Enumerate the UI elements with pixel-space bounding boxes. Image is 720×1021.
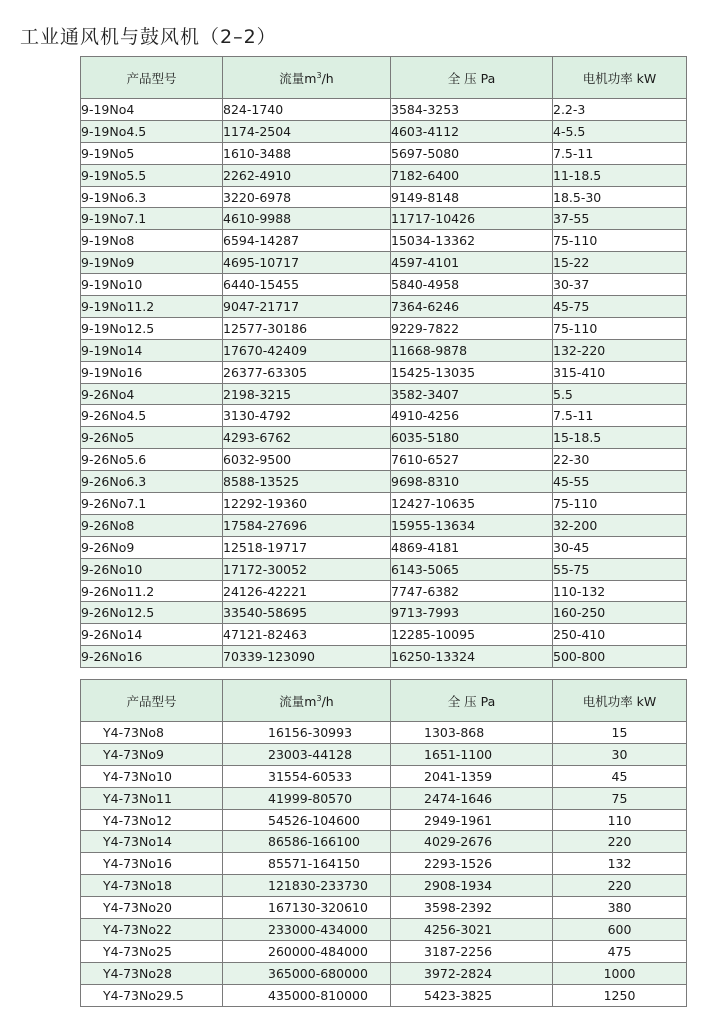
cell-model: 9-19No12.5 [81,317,223,339]
cell-power: 22-30 [553,449,687,471]
cell-flow: 41999-80570 [223,787,391,809]
cell-power: 1250 [553,984,687,1006]
cell-flow: 435000-810000 [223,984,391,1006]
cell-model: Y4-73No11 [81,787,223,809]
header-power: 电机功率 kW [553,57,687,99]
cell-flow: 1174-2504 [223,120,391,142]
fan-spec-table-y4-73-series [80,679,687,1007]
cell-model: 9-26No9 [81,536,223,558]
table-row [81,536,687,558]
table-row [81,919,687,941]
cell-model: 9-19No16 [81,361,223,383]
cell-power: 600 [553,919,687,941]
cell-pressure: 3584-3253 [391,99,553,121]
cell-flow: 824-1740 [223,99,391,121]
header-pressure: 全 压 Pa [391,57,553,99]
cell-power: 18.5-30 [553,186,687,208]
table-row [81,230,687,252]
cell-flow: 4610-9988 [223,208,391,230]
cell-model: 9-26No5.6 [81,449,223,471]
cell-flow: 1610-3488 [223,142,391,164]
cell-power: 45 [553,765,687,787]
cell-flow: 3220-6978 [223,186,391,208]
cell-pressure: 15425-13035 [391,361,553,383]
table-row [81,646,687,668]
table-row [81,317,687,339]
cell-pressure: 4597-4101 [391,252,553,274]
cell-flow: 12518-19717 [223,536,391,558]
cell-power: 7.5-11 [553,142,687,164]
cell-model: Y4-73No9 [81,743,223,765]
table-header-row [81,57,687,99]
cell-power: 30 [553,743,687,765]
cell-model: 9-26No6.3 [81,471,223,493]
table-row [81,186,687,208]
header-model: 产品型号 [81,57,223,99]
cell-flow: 85571-164150 [223,853,391,875]
cell-pressure: 16250-13324 [391,646,553,668]
cell-model: Y4-73No14 [81,831,223,853]
cell-model: 9-19No5.5 [81,164,223,186]
cell-pressure: 5423-3825 [391,984,553,1006]
cell-model: 9-19No7.1 [81,208,223,230]
cell-model: Y4-73No22 [81,919,223,941]
table-row [81,296,687,318]
cell-flow: 260000-484000 [223,940,391,962]
cell-model: 9-26No4 [81,383,223,405]
table-row [81,383,687,405]
cell-pressure: 9713-7993 [391,602,553,624]
cell-pressure: 4256-3021 [391,919,553,941]
cell-flow: 233000-434000 [223,919,391,941]
cell-flow: 121830-233730 [223,875,391,897]
header-model: 产品型号 [81,680,223,722]
cell-power: 475 [553,940,687,962]
cell-model: Y4-73No8 [81,722,223,744]
table-row [81,624,687,646]
cell-power: 110-132 [553,580,687,602]
table-row [81,580,687,602]
cell-flow: 4293-6762 [223,427,391,449]
cell-pressure: 5697-5080 [391,142,553,164]
cell-pressure: 2908-1934 [391,875,553,897]
cell-power: 45-75 [553,296,687,318]
cell-flow: 9047-21717 [223,296,391,318]
table-row [81,274,687,296]
cell-pressure: 2474-1646 [391,787,553,809]
cell-power: 380 [553,897,687,919]
cell-model: Y4-73No16 [81,853,223,875]
table-row [81,514,687,536]
cell-pressure: 4603-4112 [391,120,553,142]
cell-power: 250-410 [553,624,687,646]
cell-pressure: 9229-7822 [391,317,553,339]
cell-power: 15 [553,722,687,744]
cell-flow: 24126-42221 [223,580,391,602]
cell-model: 9-26No11.2 [81,580,223,602]
cell-power: 75-110 [553,230,687,252]
cell-power: 132-220 [553,339,687,361]
cell-pressure: 3187-2256 [391,940,553,962]
cell-power: 220 [553,831,687,853]
table-row [81,962,687,984]
cell-flow: 4695-10717 [223,252,391,274]
cell-power: 15-18.5 [553,427,687,449]
cell-model: 9-26No10 [81,558,223,580]
cell-model: 9-19No9 [81,252,223,274]
cell-model: 9-19No11.2 [81,296,223,318]
cell-model: Y4-73No28 [81,962,223,984]
table-row [81,722,687,744]
cell-flow: 3130-4792 [223,405,391,427]
cell-pressure: 1651-1100 [391,743,553,765]
cell-power: 4-5.5 [553,120,687,142]
cell-model: Y4-73No18 [81,875,223,897]
cell-model: 9-19No6.3 [81,186,223,208]
cell-power: 32-200 [553,514,687,536]
cell-flow: 16156-30993 [223,722,391,744]
cell-power: 1000 [553,962,687,984]
cell-pressure: 7747-6382 [391,580,553,602]
cell-model: 9-26No8 [81,514,223,536]
cell-power: 45-55 [553,471,687,493]
table-row [81,875,687,897]
cell-pressure: 3582-3407 [391,383,553,405]
cell-flow: 17584-27696 [223,514,391,536]
cell-flow: 17670-42409 [223,339,391,361]
cell-power: 315-410 [553,361,687,383]
cell-pressure: 3972-2824 [391,962,553,984]
cell-power: 7.5-11 [553,405,687,427]
cell-flow: 167130-320610 [223,897,391,919]
cell-power: 11-18.5 [553,164,687,186]
table-row [81,853,687,875]
table-row [81,120,687,142]
cell-flow: 6594-14287 [223,230,391,252]
table-row [81,164,687,186]
header-flow-suffix: /h [321,70,334,86]
cell-flow: 365000-680000 [223,962,391,984]
table-row [81,765,687,787]
cell-power: 132 [553,853,687,875]
cell-power: 500-800 [553,646,687,668]
cell-power: 75-110 [553,317,687,339]
table-row [81,897,687,919]
cell-pressure: 15034-13362 [391,230,553,252]
cell-model: Y4-73No25 [81,940,223,962]
cell-flow: 6440-15455 [223,274,391,296]
table-row [81,252,687,274]
cell-pressure: 7610-6527 [391,449,553,471]
fan-spec-table-9-series [80,56,687,668]
table-row [81,831,687,853]
cell-model: 9-19No5 [81,142,223,164]
cell-pressure: 1303-868 [391,722,553,744]
header-flow-sup: 3 [316,70,322,80]
cell-pressure: 6143-5065 [391,558,553,580]
cell-flow: 17172-30052 [223,558,391,580]
table-row [81,361,687,383]
cell-pressure: 6035-5180 [391,427,553,449]
cell-model: 9-19No4.5 [81,120,223,142]
cell-pressure: 4029-2676 [391,831,553,853]
table-row [81,493,687,515]
cell-flow: 6032-9500 [223,449,391,471]
cell-flow: 2198-3215 [223,383,391,405]
cell-model: Y4-73No20 [81,897,223,919]
table-row [81,99,687,121]
cell-flow: 12292-19360 [223,493,391,515]
cell-pressure: 11717-10426 [391,208,553,230]
header-flow-sup: 3 [316,693,322,703]
table-row [81,142,687,164]
cell-model: 9-26No16 [81,646,223,668]
cell-pressure: 9149-8148 [391,186,553,208]
table-row [81,471,687,493]
cell-power: 2.2-3 [553,99,687,121]
cell-model: 9-26No7.1 [81,493,223,515]
cell-power: 15-22 [553,252,687,274]
cell-power: 30-37 [553,274,687,296]
cell-flow: 26377-63305 [223,361,391,383]
header-power: 电机功率 kW [553,680,687,722]
header-pressure: 全 压 Pa [391,680,553,722]
cell-pressure: 15955-13634 [391,514,553,536]
cell-pressure: 11668-9878 [391,339,553,361]
cell-pressure: 7182-6400 [391,164,553,186]
cell-pressure: 2293-1526 [391,853,553,875]
header-flow [223,57,391,99]
cell-model: 9-19No8 [81,230,223,252]
cell-power: 37-55 [553,208,687,230]
header-flow-suffix: /h [321,693,334,709]
cell-model: Y4-73No29.5 [81,984,223,1006]
table-row [81,558,687,580]
header-flow-prefix: 流量m [279,70,317,86]
cell-flow: 33540-58695 [223,602,391,624]
cell-power: 5.5 [553,383,687,405]
cell-model: Y4-73No12 [81,809,223,831]
cell-pressure: 9698-8310 [391,471,553,493]
cell-power: 75 [553,787,687,809]
table-row [81,339,687,361]
cell-power: 75-110 [553,493,687,515]
cell-flow: 47121-82463 [223,624,391,646]
cell-pressure: 4910-4256 [391,405,553,427]
page-title: 工业通风机与鼓风机（2–2） [20,26,277,48]
table-header-row [81,680,687,722]
cell-model: 9-19No10 [81,274,223,296]
cell-power: 55-75 [553,558,687,580]
cell-flow: 12577-30186 [223,317,391,339]
cell-power: 110 [553,809,687,831]
cell-flow: 2262-4910 [223,164,391,186]
cell-power: 30-45 [553,536,687,558]
cell-model: 9-19No4 [81,99,223,121]
header-flow [223,680,391,722]
cell-model: 9-26No5 [81,427,223,449]
cell-pressure: 4869-4181 [391,536,553,558]
table-row [81,940,687,962]
cell-model: 9-19No14 [81,339,223,361]
table-row [81,809,687,831]
cell-pressure: 7364-6246 [391,296,553,318]
cell-flow: 70339-123090 [223,646,391,668]
cell-flow: 86586-166100 [223,831,391,853]
table-row [81,787,687,809]
header-flow-prefix: 流量m [279,693,317,709]
table-row [81,208,687,230]
table-row [81,984,687,1006]
cell-model: 9-26No12.5 [81,602,223,624]
cell-pressure: 2949-1961 [391,809,553,831]
cell-pressure: 3598-2392 [391,897,553,919]
cell-pressure: 12427-10635 [391,493,553,515]
table-row [81,743,687,765]
cell-model: Y4-73No10 [81,765,223,787]
cell-pressure: 2041-1359 [391,765,553,787]
table-row [81,602,687,624]
table-row [81,405,687,427]
table-row [81,427,687,449]
table-row [81,449,687,471]
cell-model: 9-26No4.5 [81,405,223,427]
cell-power: 220 [553,875,687,897]
cell-flow: 31554-60533 [223,765,391,787]
cell-flow: 54526-104600 [223,809,391,831]
cell-flow: 23003-44128 [223,743,391,765]
cell-power: 160-250 [553,602,687,624]
cell-flow: 8588-13525 [223,471,391,493]
cell-model: 9-26No14 [81,624,223,646]
cell-pressure: 5840-4958 [391,274,553,296]
cell-pressure: 12285-10095 [391,624,553,646]
